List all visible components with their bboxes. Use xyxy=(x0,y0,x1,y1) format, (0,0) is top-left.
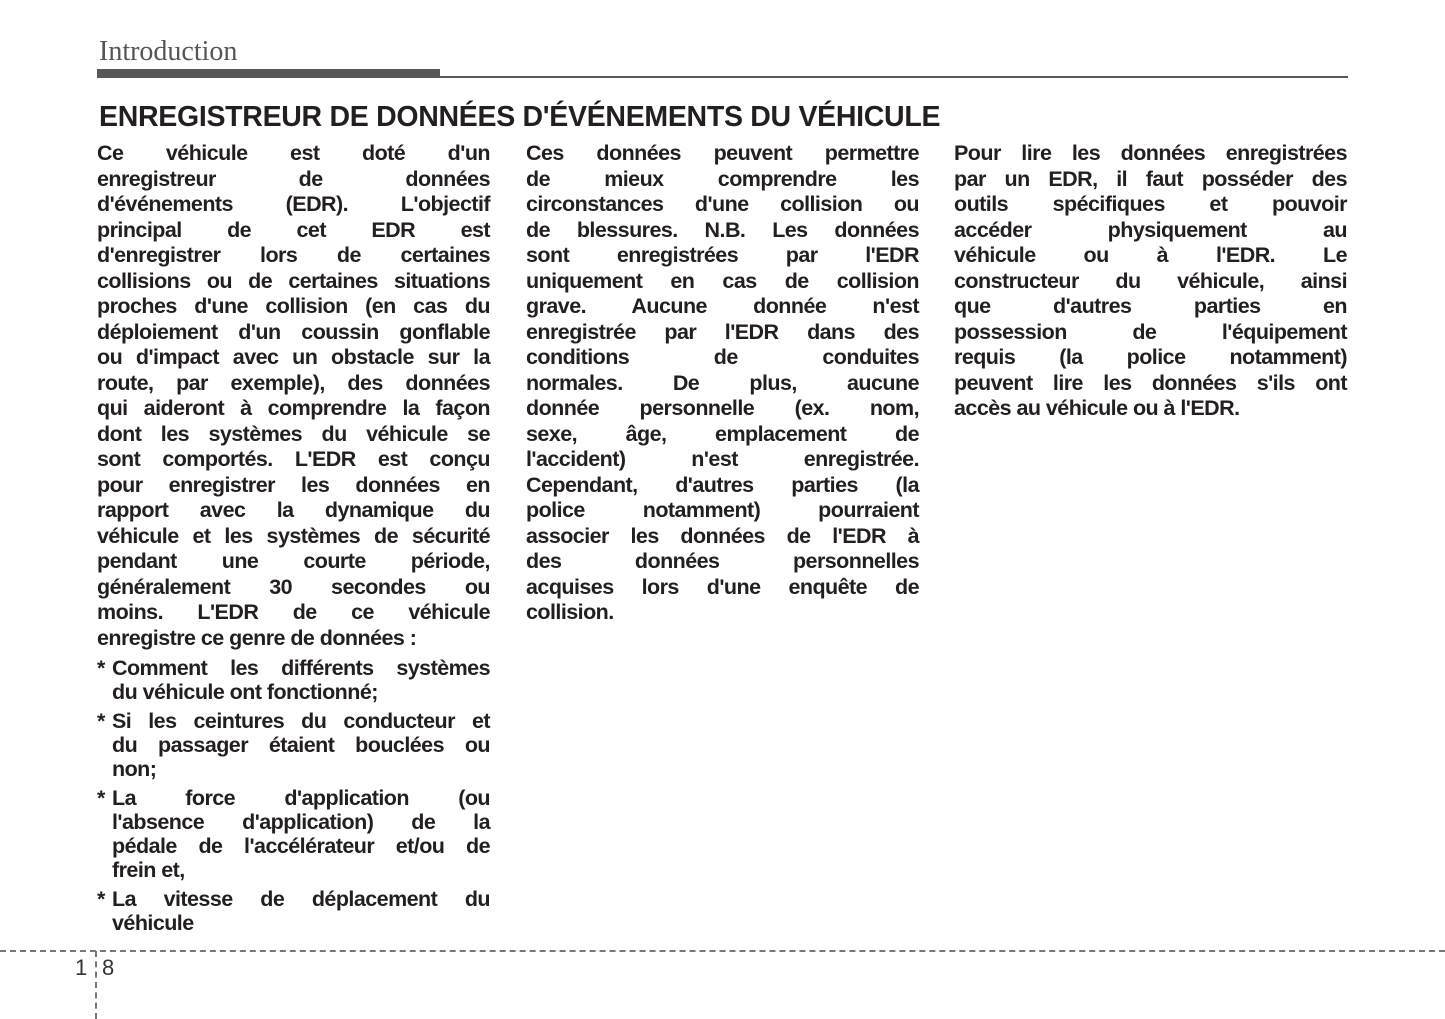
text-line: Ces données peuvent permettre xyxy=(526,141,919,165)
text-line: uniquement en cas de collision xyxy=(526,268,919,293)
text-line: Si les ceintures du conducteur et xyxy=(112,709,490,733)
text-line: pendant une courte période, xyxy=(97,549,490,573)
text-line: requis (la police notamment) xyxy=(954,345,1347,369)
list-item xyxy=(97,656,490,704)
text-line: moins. L'EDR de ce véhicule xyxy=(97,600,490,624)
text-line: La vitesse de déplacement du xyxy=(112,887,490,911)
paragraph xyxy=(526,141,919,626)
text-line: que d'autres parties en xyxy=(954,294,1347,318)
text-line: du passager étaient bouclées ou xyxy=(112,733,490,757)
header-rule xyxy=(440,76,1348,78)
header-bar xyxy=(97,69,440,78)
page-number: 8 xyxy=(102,955,115,980)
bullet-marker: * xyxy=(97,786,105,810)
column-2 xyxy=(526,141,919,626)
text-line: frein et, xyxy=(112,858,185,882)
section-header: Introduction xyxy=(99,36,238,67)
text-line: route, par exemple), des données xyxy=(97,370,490,395)
page-number-divider xyxy=(95,951,97,1019)
text-line: d'événements (EDR). L'objectif xyxy=(97,192,490,216)
text-line: outils spécifiques et pouvoir xyxy=(954,192,1347,216)
text-line: de blessures. N.B. Les données xyxy=(526,217,919,242)
paragraph xyxy=(97,141,490,651)
text-line: La force d'application (ou xyxy=(112,786,490,810)
chapter-number: 1 xyxy=(75,955,88,980)
text-line: Ce véhicule est doté d'un xyxy=(97,141,490,165)
bullet-marker: * xyxy=(97,709,105,733)
text-line: accès au véhicule ou à l'EDR. xyxy=(954,396,1240,420)
bullet-marker: * xyxy=(97,887,105,911)
text-line: peuvent lire les données s'ils ont xyxy=(954,370,1347,395)
text-line: l'absence d'application) de la xyxy=(112,810,490,834)
text-line: pédale de l'accélérateur et/ou de xyxy=(112,834,490,858)
text-line: véhicule xyxy=(112,911,194,935)
text-line: constructeur du véhicule, ainsi xyxy=(954,268,1347,293)
text-line: grave. Aucune donnée n'est xyxy=(526,294,919,318)
list-item xyxy=(97,786,490,882)
text-line: d'enregistrer lors de certaines xyxy=(97,243,490,267)
text-line: pour enregistrer les données en xyxy=(97,472,490,497)
text-line: l'accident) n'est enregistrée. xyxy=(526,447,919,471)
text-line: proches d'une collision (en cas du xyxy=(97,294,490,318)
page-title: ENREGISTREUR DE DONNÉES D'ÉVÉNEMENTS DU VÉHICULE xyxy=(99,101,941,133)
text-line: enregistre ce genre de données : xyxy=(97,625,417,650)
list-item xyxy=(97,887,490,935)
text-line: police notamment) pourraient xyxy=(526,498,919,522)
text-line: donnée personnelle (ex. nom, xyxy=(526,396,919,420)
text-line: déploiement d'un coussin gonflable xyxy=(97,319,490,344)
text-line: normales. De plus, aucune xyxy=(526,370,919,395)
text-line: sont enregistrées par l'EDR xyxy=(526,243,919,267)
bullet-marker: * xyxy=(97,656,105,680)
column-3 xyxy=(954,141,1347,422)
text-line: ou d'impact avec un obstacle sur la xyxy=(97,345,490,369)
column-1 xyxy=(97,141,490,935)
text-line: sont comportés. L'EDR est conçu xyxy=(97,447,490,471)
text-line: par un EDR, il faut posséder des xyxy=(954,166,1347,191)
text-line: sexe, âge, emplacement de xyxy=(526,421,919,446)
text-line: Pour lire les données enregistrées xyxy=(954,141,1347,165)
text-line: qui aideront à comprendre la façon xyxy=(97,396,490,420)
text-line: circonstances d'une collision ou xyxy=(526,192,919,216)
text-line: acquises lors d'une enquête de xyxy=(526,574,919,599)
text-line: véhicule et les systèmes de sécurité xyxy=(97,523,490,548)
text-line: collisions ou de certaines situations xyxy=(97,268,490,293)
text-line: Comment les différents systèmes xyxy=(112,656,490,680)
text-line: non; xyxy=(112,757,157,781)
text-line: rapport avec la dynamique du xyxy=(97,498,490,522)
text-line: généralement 30 secondes ou xyxy=(97,574,490,599)
text-line: enregistreur de données xyxy=(97,166,490,191)
footer-divider xyxy=(0,950,1445,952)
text-line: conditions de conduites xyxy=(526,345,919,369)
text-line: possession de l'équipement xyxy=(954,319,1347,344)
text-line: enregistrée par l'EDR dans des xyxy=(526,319,919,344)
text-line: collision. xyxy=(526,600,614,624)
text-line: véhicule ou à l'EDR. Le xyxy=(954,243,1347,267)
text-line: du véhicule ont fonctionné; xyxy=(112,680,378,704)
text-line: de mieux comprendre les xyxy=(526,166,919,191)
text-line: principal de cet EDR est xyxy=(97,217,490,242)
text-line: accéder physiquement au xyxy=(954,217,1347,242)
paragraph xyxy=(954,141,1347,422)
text-line: Cependant, d'autres parties (la xyxy=(526,472,919,497)
text-line: des données personnelles xyxy=(526,549,919,573)
text-line: associer les données de l'EDR à xyxy=(526,523,919,548)
text-line: dont les systèmes du véhicule se xyxy=(97,421,490,446)
list-item xyxy=(97,709,490,781)
